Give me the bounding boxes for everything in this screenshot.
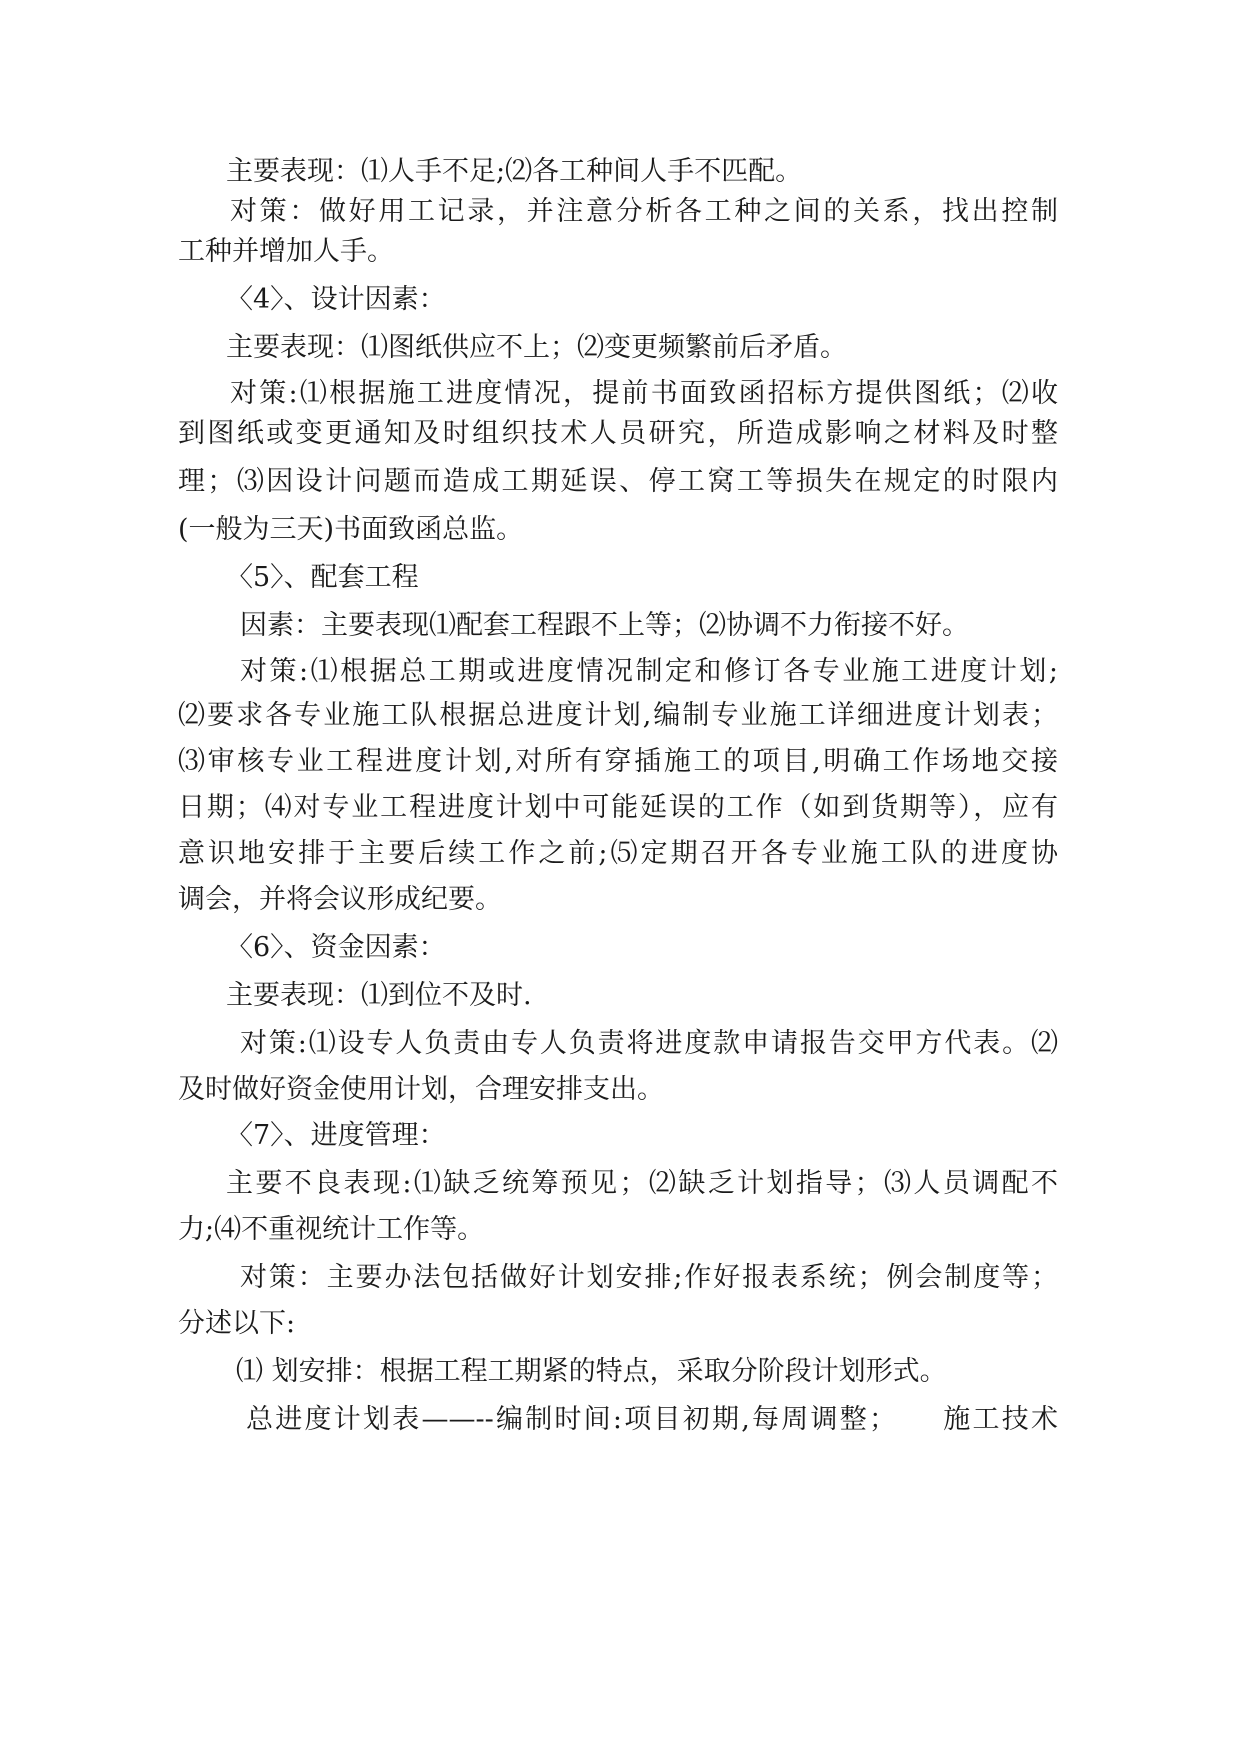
paragraph-line: 对策:⑴根据总工期或进度情况制定和修订各专业施工进度计划; xyxy=(240,656,1058,687)
paragraph-line: 因素：主要表现⑴配套工程跟不上等；⑵协调不力衔接不好。 xyxy=(240,610,969,641)
paragraph-line: 日期；⑷对专业工程进度计划中可能延误的工作（如到货期等），应有 xyxy=(178,792,1058,823)
section-heading: 〈5〉、配套工程 xyxy=(226,562,419,593)
section-heading: 〈6〉、资金因素： xyxy=(226,932,446,963)
paragraph-line: 对策：主要办法包括做好计划安排;作好报表系统；例会制度等； xyxy=(240,1262,1058,1293)
paragraph-line: 对策：做好用工记录，并注意分析各工种之间的关系，找出控制 xyxy=(230,196,1058,227)
section-heading: 〈4〉、设计因素： xyxy=(226,284,446,315)
paragraph-line: 意识地安排于主要后续工作之前;⑸定期召开各专业施工队的进度协 xyxy=(178,838,1058,869)
paragraph-line: 总进度计划表——--编制时间:项目初期,每周调整； 施工技术 xyxy=(246,1404,1058,1435)
paragraph-line: ⑴ 划安排：根据工程工期紧的特点，采取分阶段计划形式。 xyxy=(236,1356,947,1387)
paragraph-line: ⑵要求各专业施工队根据总进度计划,编制专业施工详细进度计划表； xyxy=(178,700,1058,731)
paragraph-line: 到图纸或变更通知及时组织技术人员研究，所造成影响之材料及时整 xyxy=(178,418,1058,449)
paragraph-line: ⑶审核专业工程进度计划,对所有穿插施工的项目,明确工作场地交接 xyxy=(178,746,1058,777)
paragraph-line: 主要表现：⑴到位不及时. xyxy=(226,980,532,1011)
paragraph-line: 对策:⑴设专人负责由专人负责将进度款申请报告交甲方代表。⑵ xyxy=(240,1028,1058,1059)
paragraph-line: 主要不良表现:⑴缺乏统筹预见；⑵缺乏计划指导；⑶人员调配不 xyxy=(226,1168,1058,1199)
paragraph-line: 主要表现：⑴图纸供应不上；⑵变更频繁前后矛盾。 xyxy=(226,332,847,363)
paragraph-line: 理；⑶因设计问题而造成工期延误、停工窝工等损失在规定的时限内 xyxy=(178,466,1058,497)
paragraph-line: 及时做好资金使用计划，合理安排支出。 xyxy=(178,1074,664,1105)
paragraph-line: 调会，并将会议形成纪要。 xyxy=(178,884,502,915)
paragraph-line: 工种并增加人手。 xyxy=(178,236,394,267)
section-heading: 〈7〉、进度管理： xyxy=(226,1120,446,1151)
paragraph-line: 分述以下: xyxy=(178,1308,296,1339)
paragraph-line: (一般为三天)书面致函总监。 xyxy=(178,514,524,545)
paragraph-line: 主要表现：⑴人手不足;⑵各工种间人手不匹配。 xyxy=(226,156,803,187)
paragraph-line: 对策:⑴根据施工进度情况，提前书面致函招标方提供图纸；⑵收 xyxy=(230,378,1058,409)
paragraph-line: 力;⑷不重视统计工作等。 xyxy=(178,1214,485,1245)
